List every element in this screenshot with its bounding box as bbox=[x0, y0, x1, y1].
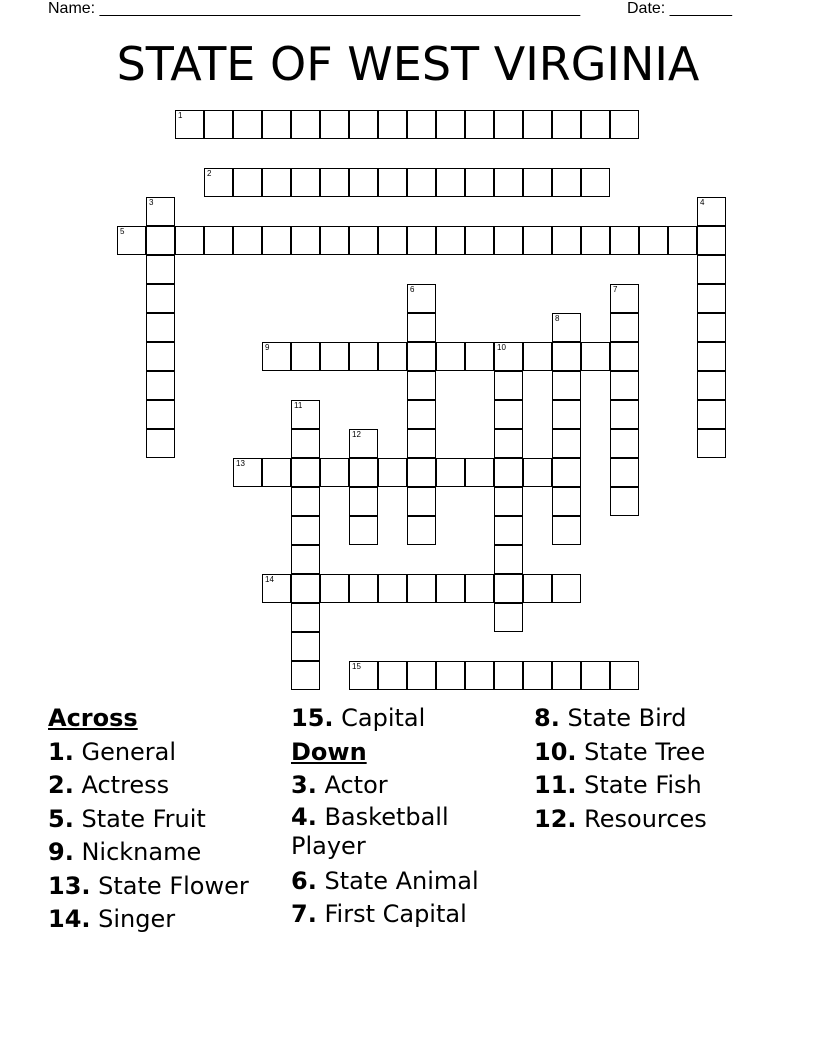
grid-cell[interactable] bbox=[407, 284, 436, 313]
grid-cell[interactable] bbox=[349, 342, 378, 371]
grid-cell[interactable] bbox=[697, 284, 726, 313]
grid-cell[interactable] bbox=[494, 226, 523, 255]
grid-cell[interactable] bbox=[407, 342, 436, 371]
grid-cell[interactable] bbox=[552, 226, 581, 255]
grid-cell[interactable] bbox=[291, 400, 320, 429]
grid-cell[interactable] bbox=[262, 168, 291, 197]
grid-cell[interactable] bbox=[552, 516, 581, 545]
clue-down-8: 8. State Bird bbox=[534, 704, 687, 732]
grid-cell[interactable] bbox=[378, 168, 407, 197]
grid-cell[interactable] bbox=[494, 400, 523, 429]
grid-cell[interactable] bbox=[146, 197, 175, 226]
grid-cell[interactable] bbox=[378, 342, 407, 371]
grid-cell[interactable] bbox=[552, 313, 581, 342]
grid-cell[interactable] bbox=[204, 110, 233, 139]
grid-cell[interactable] bbox=[407, 429, 436, 458]
grid-cell[interactable] bbox=[436, 458, 465, 487]
grid-cell[interactable] bbox=[697, 197, 726, 226]
grid-cell[interactable] bbox=[610, 284, 639, 313]
grid-cell[interactable] bbox=[291, 110, 320, 139]
grid-cell[interactable] bbox=[378, 110, 407, 139]
clue-down-10: 10. State Tree bbox=[534, 737, 706, 766]
grid-cell[interactable] bbox=[378, 458, 407, 487]
grid-cell[interactable] bbox=[233, 226, 262, 255]
grid-cell[interactable] bbox=[610, 371, 639, 400]
clue-down-6: 6. State Animal bbox=[291, 866, 479, 895]
clue-down-4: 4. Basketball Player bbox=[291, 802, 449, 860]
grid-cell[interactable] bbox=[204, 168, 233, 197]
grid-cell[interactable] bbox=[552, 458, 581, 487]
clue-across-9: 9. Nickname bbox=[48, 838, 202, 866]
grid-cell[interactable] bbox=[349, 458, 378, 487]
grid-cell[interactable] bbox=[146, 284, 175, 313]
cell-number: 1 bbox=[178, 111, 183, 120]
clue-column-3 bbox=[534, 702, 707, 836]
grid-cell[interactable] bbox=[494, 487, 523, 516]
grid-cell[interactable] bbox=[407, 661, 436, 690]
cell-number: 7 bbox=[613, 285, 618, 294]
grid-cell[interactable] bbox=[320, 574, 349, 603]
grid-cell[interactable] bbox=[697, 429, 726, 458]
grid-cell[interactable] bbox=[146, 429, 175, 458]
grid-cell[interactable] bbox=[175, 110, 204, 139]
grid-cell[interactable] bbox=[233, 458, 262, 487]
grid-cell[interactable] bbox=[668, 226, 697, 255]
grid-cell[interactable] bbox=[552, 168, 581, 197]
grid-cell[interactable] bbox=[581, 342, 610, 371]
grid-cell[interactable] bbox=[291, 226, 320, 255]
grid-cell[interactable] bbox=[378, 226, 407, 255]
grid-cell[interactable] bbox=[262, 458, 291, 487]
grid-cell[interactable] bbox=[465, 574, 494, 603]
grid-cell[interactable] bbox=[494, 429, 523, 458]
grid-cell[interactable] bbox=[465, 168, 494, 197]
grid-cell[interactable] bbox=[407, 110, 436, 139]
grid-cell[interactable] bbox=[291, 429, 320, 458]
grid-cell[interactable] bbox=[407, 371, 436, 400]
date-field-label: Date: _______ bbox=[627, 0, 732, 17]
grid-cell[interactable] bbox=[407, 226, 436, 255]
clue-across-2: 2. Actress bbox=[48, 771, 170, 799]
grid-cell[interactable] bbox=[320, 110, 349, 139]
across-heading: Across bbox=[48, 704, 138, 732]
grid-cell[interactable] bbox=[697, 226, 726, 255]
grid-cell[interactable] bbox=[581, 226, 610, 255]
grid-cell[interactable] bbox=[697, 313, 726, 342]
cell-number: 5 bbox=[120, 227, 125, 236]
grid-cell[interactable] bbox=[465, 458, 494, 487]
grid-cell[interactable] bbox=[320, 342, 349, 371]
grid-cell[interactable] bbox=[523, 168, 552, 197]
grid-cell[interactable] bbox=[697, 400, 726, 429]
grid-cell[interactable] bbox=[349, 516, 378, 545]
grid-cell[interactable] bbox=[494, 516, 523, 545]
cell-number: 14 bbox=[265, 575, 274, 584]
grid-cell[interactable] bbox=[552, 342, 581, 371]
clue-down-11: 11. State Fish bbox=[534, 771, 702, 799]
grid-cell[interactable] bbox=[407, 574, 436, 603]
cell-number: 9 bbox=[265, 343, 270, 352]
grid-cell[interactable] bbox=[320, 226, 349, 255]
grid-cell[interactable] bbox=[552, 110, 581, 139]
grid-cell[interactable] bbox=[552, 400, 581, 429]
grid-cell[interactable] bbox=[552, 574, 581, 603]
grid-cell[interactable] bbox=[552, 661, 581, 690]
grid-cell[interactable] bbox=[436, 226, 465, 255]
grid-cell[interactable] bbox=[697, 342, 726, 371]
grid-cell[interactable] bbox=[436, 168, 465, 197]
grid-cell[interactable] bbox=[291, 574, 320, 603]
grid-cell[interactable] bbox=[465, 342, 494, 371]
down-heading: Down bbox=[291, 737, 367, 766]
grid-cell[interactable] bbox=[494, 574, 523, 603]
clue-across-15: 15. Capital bbox=[291, 704, 426, 732]
grid-cell[interactable] bbox=[204, 226, 233, 255]
grid-cell[interactable] bbox=[146, 226, 175, 255]
clue-across-1: 1. General bbox=[48, 737, 177, 766]
grid-cell[interactable] bbox=[552, 487, 581, 516]
grid-cell[interactable] bbox=[436, 574, 465, 603]
grid-cell[interactable] bbox=[610, 661, 639, 690]
page-title: STATE OF WEST VIRGINIA bbox=[116, 37, 700, 91]
clue-across-13: 13. State Flower bbox=[48, 871, 249, 900]
grid-cell[interactable] bbox=[465, 110, 494, 139]
grid-cell[interactable] bbox=[581, 110, 610, 139]
grid-cell[interactable] bbox=[262, 574, 291, 603]
grid-cell[interactable] bbox=[407, 516, 436, 545]
grid-cell[interactable] bbox=[552, 371, 581, 400]
cell-number: 12 bbox=[352, 430, 361, 439]
grid-cell[interactable] bbox=[523, 110, 552, 139]
grid-cell[interactable] bbox=[610, 110, 639, 139]
cell-number: 4 bbox=[700, 198, 705, 207]
grid-cell[interactable] bbox=[146, 400, 175, 429]
grid-cell[interactable] bbox=[523, 661, 552, 690]
grid-cell[interactable] bbox=[349, 661, 378, 690]
grid-cell[interactable] bbox=[320, 458, 349, 487]
grid-cell[interactable] bbox=[639, 226, 668, 255]
grid-cell[interactable] bbox=[146, 313, 175, 342]
grid-cell[interactable] bbox=[494, 458, 523, 487]
grid-cell[interactable] bbox=[610, 487, 639, 516]
grid-cell[interactable] bbox=[349, 168, 378, 197]
grid-cell[interactable] bbox=[407, 400, 436, 429]
grid-cell[interactable] bbox=[262, 342, 291, 371]
grid-cell[interactable] bbox=[146, 342, 175, 371]
grid-cell[interactable] bbox=[465, 226, 494, 255]
grid-cell[interactable] bbox=[291, 487, 320, 516]
grid-cell[interactable] bbox=[349, 574, 378, 603]
grid-cell[interactable] bbox=[291, 342, 320, 371]
clue-down-7: 7. First Capital bbox=[291, 900, 467, 928]
grid-cell[interactable] bbox=[407, 168, 436, 197]
cell-number: 15 bbox=[352, 662, 361, 671]
clue-down-12: 12. Resources bbox=[534, 804, 707, 833]
grid-cell[interactable] bbox=[523, 458, 552, 487]
clue-across-14: 14. Singer bbox=[48, 905, 176, 933]
grid-cell[interactable] bbox=[436, 110, 465, 139]
grid-cell[interactable] bbox=[407, 487, 436, 516]
cell-number: 6 bbox=[410, 285, 415, 294]
grid-cell[interactable] bbox=[262, 226, 291, 255]
grid-cell[interactable] bbox=[291, 458, 320, 487]
grid-cell[interactable] bbox=[117, 226, 146, 255]
grid-cell[interactable] bbox=[436, 342, 465, 371]
clue-column-1 bbox=[48, 702, 249, 937]
grid-cell[interactable] bbox=[610, 400, 639, 429]
grid-cell[interactable] bbox=[291, 545, 320, 574]
cell-number: 11 bbox=[294, 401, 303, 410]
cell-number: 13 bbox=[236, 459, 245, 468]
grid-cell[interactable] bbox=[494, 342, 523, 371]
grid-cell[interactable] bbox=[291, 603, 320, 632]
grid-cell[interactable] bbox=[291, 632, 320, 661]
clue-down-3: 3. Actor bbox=[291, 771, 388, 799]
grid-cell[interactable] bbox=[494, 168, 523, 197]
grid-cell[interactable] bbox=[697, 371, 726, 400]
grid-cell[interactable] bbox=[581, 168, 610, 197]
cell-number: 8 bbox=[555, 314, 560, 323]
grid-cell[interactable] bbox=[349, 110, 378, 139]
name-field-label: Name: ______________________________________________________ bbox=[48, 0, 581, 17]
grid-cell[interactable] bbox=[610, 226, 639, 255]
grid-cell[interactable] bbox=[610, 342, 639, 371]
grid-cell[interactable] bbox=[407, 313, 436, 342]
grid-cell[interactable] bbox=[146, 371, 175, 400]
grid-cell[interactable] bbox=[262, 110, 291, 139]
cell-number: 10 bbox=[497, 343, 506, 352]
grid-cell[interactable] bbox=[291, 661, 320, 690]
grid-cell[interactable] bbox=[407, 458, 436, 487]
grid-cell[interactable] bbox=[523, 226, 552, 255]
grid-cell[interactable] bbox=[494, 545, 523, 574]
grid-cell[interactable] bbox=[610, 429, 639, 458]
grid-cell[interactable] bbox=[465, 661, 494, 690]
grid-cell[interactable] bbox=[378, 574, 407, 603]
grid-cell[interactable] bbox=[436, 661, 465, 690]
grid-cell[interactable] bbox=[349, 226, 378, 255]
grid-cell[interactable] bbox=[523, 342, 552, 371]
grid-cell[interactable] bbox=[494, 661, 523, 690]
grid-cell[interactable] bbox=[697, 255, 726, 284]
clue-across-5: 5. State Fruit bbox=[48, 804, 206, 833]
grid-cell[interactable] bbox=[610, 313, 639, 342]
grid-cell[interactable] bbox=[233, 110, 262, 139]
grid-cell[interactable] bbox=[494, 371, 523, 400]
grid-cell[interactable] bbox=[494, 110, 523, 139]
grid-cell[interactable] bbox=[494, 603, 523, 632]
grid-cell[interactable] bbox=[523, 574, 552, 603]
grid-cell[interactable] bbox=[349, 429, 378, 458]
grid-cell[interactable] bbox=[349, 487, 378, 516]
grid-cell[interactable] bbox=[378, 661, 407, 690]
cell-number: 2 bbox=[207, 169, 212, 178]
grid-cell[interactable] bbox=[175, 226, 204, 255]
grid-cell[interactable] bbox=[610, 458, 639, 487]
grid-cell[interactable] bbox=[320, 168, 349, 197]
grid-cell[interactable] bbox=[291, 516, 320, 545]
cell-number: 3 bbox=[149, 198, 154, 207]
grid-cell[interactable] bbox=[291, 168, 320, 197]
grid-cell[interactable] bbox=[552, 429, 581, 458]
grid-cell[interactable] bbox=[233, 168, 262, 197]
grid-cell[interactable] bbox=[146, 255, 175, 284]
clue-column-2 bbox=[291, 702, 511, 932]
grid-cell[interactable] bbox=[581, 661, 610, 690]
